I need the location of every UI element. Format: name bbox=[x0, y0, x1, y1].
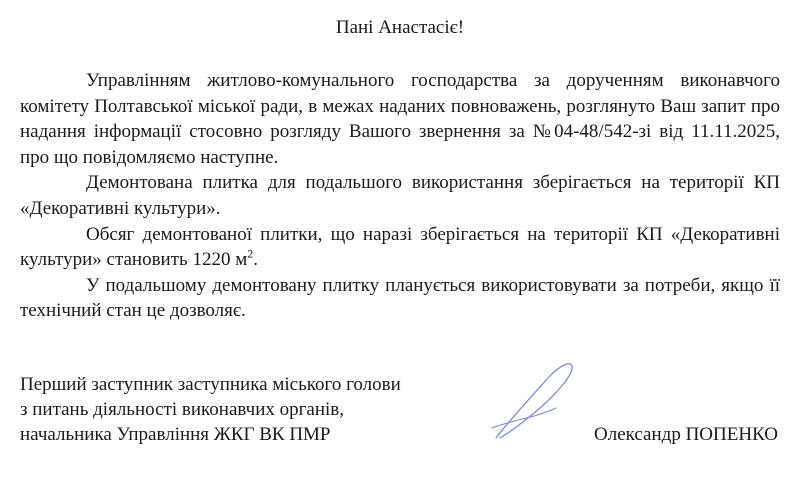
position-line-2: з питань діяльності виконавчих органів, bbox=[20, 399, 345, 420]
tile-volume-period: . bbox=[253, 249, 258, 271]
paragraph-tile-storage: Демонтована плитка для подальшого використання зберігається на території КП «Декоративні культури». bbox=[20, 172, 780, 219]
tile-volume-text: Обсяг демонтованої плитки, що наразі зберігається на території КП «Декоративні культури» становить 1220 м bbox=[20, 223, 780, 271]
paragraph-future-use: У подальшому демонтовану плитку планується використовувати за потреби, якщо її технічний стан це дозволяє. bbox=[20, 274, 780, 322]
position-line-1: Перший заступник заступника міського голови bbox=[20, 374, 401, 395]
position-line-3: начальника Управління ЖКГ ВК ПМР bbox=[20, 424, 331, 445]
signature-stroke-tail bbox=[492, 408, 556, 428]
paragraph-request-review: Управлінням житлово-комунального господарства за дорученням виконавчого комітету Полтавської міської ради, в межах наданих повноважень, розглянуто Ваш запит про надання інформації стосовно розгляду Вашого звернення за №04-48/542-зі від 11.11.2025, про що повідомляємо наступне. bbox=[20, 70, 780, 168]
paragraph-tile-volume bbox=[20, 222, 780, 273]
handwritten-signature bbox=[478, 350, 588, 450]
signer-name: Олександр ПОПЕНКО bbox=[594, 424, 778, 445]
letter-body bbox=[20, 68, 780, 324]
unit-superscript: 2 bbox=[247, 246, 254, 261]
greeting: Пані Анастасіє! bbox=[335, 17, 465, 38]
signatory-position bbox=[20, 372, 500, 447]
signature-stroke-main bbox=[496, 364, 572, 438]
